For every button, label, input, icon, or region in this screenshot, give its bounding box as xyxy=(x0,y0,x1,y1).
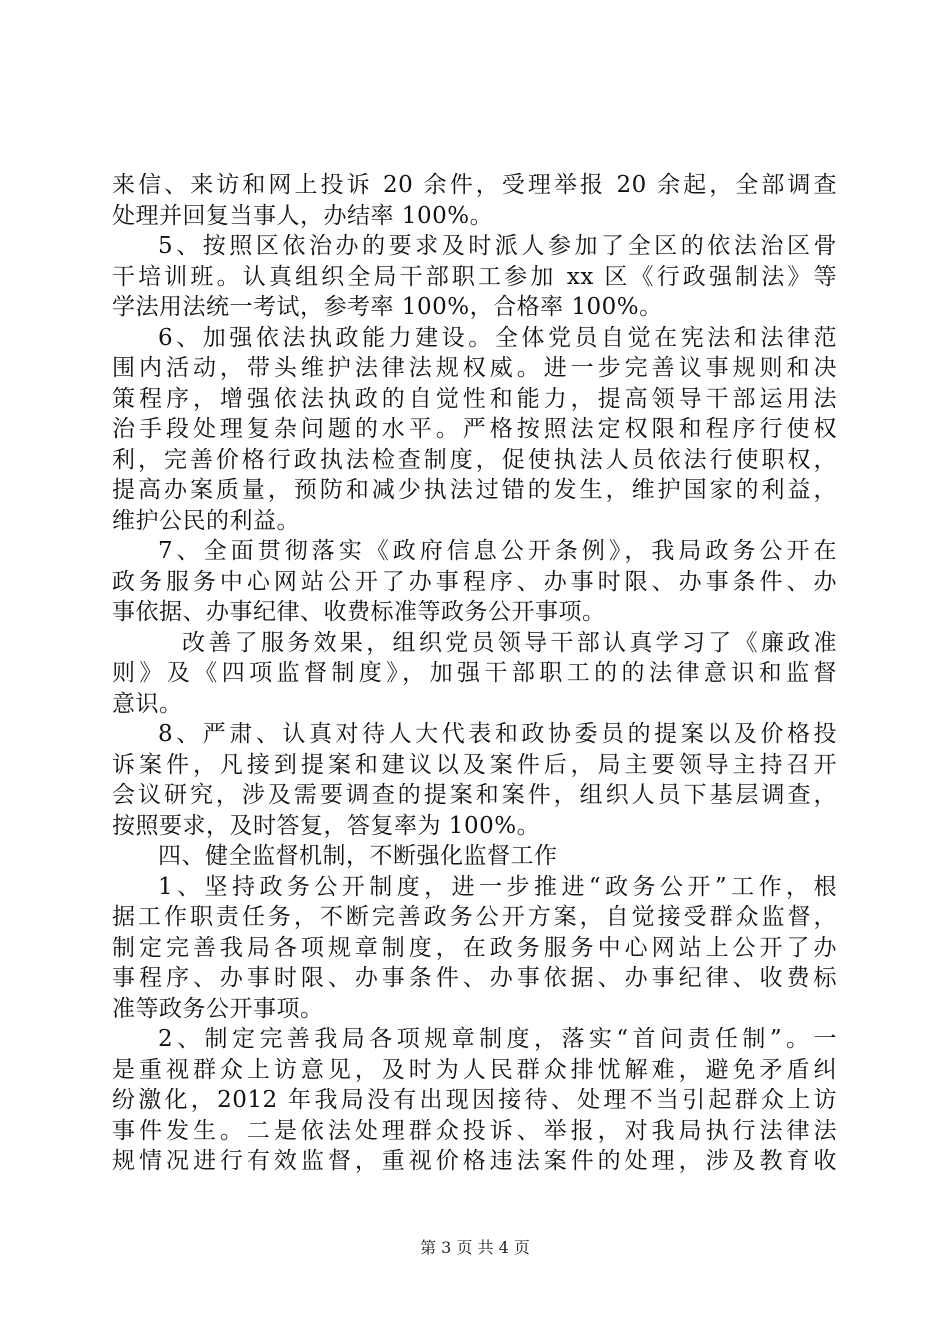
text-line: 政务服务中心网站公开了办事程序、办事时限、办事条件、办 xyxy=(112,568,837,595)
text-line: 会议研究，涉及需要调查的提案和案件，组织人员下基层调查， xyxy=(112,782,837,808)
text-line: 维护公民的利益。 xyxy=(112,507,300,534)
paragraph-start-line: 6、加强依法执政能力建设。全体党员自觉在宪法和法律范 xyxy=(158,324,837,351)
text-line: 则》及《四项监督制度》，加强干部职工的的法律意识和监督 xyxy=(112,660,837,686)
text-line: 据工作职责任务，不断完善政务公开方案，自觉接受群众监督， xyxy=(112,904,837,930)
text-line: 来信、来访和网上投诉 20 余件，受理举报 20 余起，全部调查 xyxy=(112,172,837,198)
text-line: 学法用法统一考试，参考率 100%，合格率 100%。 xyxy=(112,294,663,320)
text-line: 准等政务公开事项。 xyxy=(112,995,324,1022)
text-line: 处理并回复当事人，办结率 100%。 xyxy=(112,202,494,229)
text-line: 围内活动，带头维护法律法规权威。进一步完善议事规则和决 xyxy=(112,355,837,381)
document-body xyxy=(112,170,837,1177)
paragraph-start-line: 8、严肃、认真对待人大代表和政协委员的提案以及价格投 xyxy=(158,721,837,747)
text-line: 事件发生。二是依法处理群众投诉、举报，对我局执行法律法 xyxy=(112,1117,837,1144)
paragraph-start-line: 2、制定完善我局各项规章制度，落实“首问责任制”。一 xyxy=(158,1026,837,1052)
text-line: 纷激化，2012 年我局没有出现因接待、处理不当引起群众上访 xyxy=(112,1087,837,1113)
text-line: 治手段处理复杂问题的水平。严格按照法定权限和程序行使权 xyxy=(112,416,837,442)
text-line: 规情况进行有效监督，重视价格违法案件的处理，涉及教育收 xyxy=(112,1148,837,1174)
section-heading: 四、健全监督机制，不断强化监督工作 xyxy=(158,843,558,869)
paragraph-start-line: 改善了服务效果，组织党员领导干部认真学习了《廉政准 xyxy=(182,629,837,656)
text-line: 制定完善我局各项规章制度，在政务服务中心网站上公开了办 xyxy=(112,934,837,961)
text-line: 提高办案质量，预防和减少执法过错的发生，维护国家的利益， xyxy=(112,477,837,503)
text-line: 是重视群众上访意见，及时为人民群众排忧解难，避免矛盾纠 xyxy=(112,1056,837,1083)
text-line: 按照要求，及时答复，答复率为 100%。 xyxy=(112,812,541,839)
paragraph-start-line: 1、坚持政务公开制度，进一步推进“政务公开”工作，根 xyxy=(158,873,837,900)
text-line: 干培训班。认真组织全局干部职工参加 xx 区《行政强制法》等 xyxy=(112,263,837,290)
text-line: 意识。 xyxy=(112,690,183,717)
text-line: 利，完善价格行政执法检查制度，促使执法人员依法行使职权， xyxy=(112,446,837,473)
text-line: 策程序，增强依法执政的自觉性和能力，提高领导干部运用法 xyxy=(112,385,837,412)
text-line: 诉案件，凡接到提案和建议以及案件后，局主要领导主持召开 xyxy=(112,751,837,778)
text-line: 事程序、办事时限、办事条件、办事依据、办事纪律、收费标 xyxy=(112,965,837,991)
paragraph-start-line: 7、全面贯彻落实《政府信息公开条例》，我局政务公开在 xyxy=(158,538,837,564)
text-line: 事依据、办事纪律、收费标准等政务公开事项。 xyxy=(112,599,606,625)
page-footer: 第 3 页 共 4 页 xyxy=(420,1238,530,1257)
paragraph-start-line: 5、按照区依治办的要求及时派人参加了全区的依法治区骨 xyxy=(158,233,837,259)
